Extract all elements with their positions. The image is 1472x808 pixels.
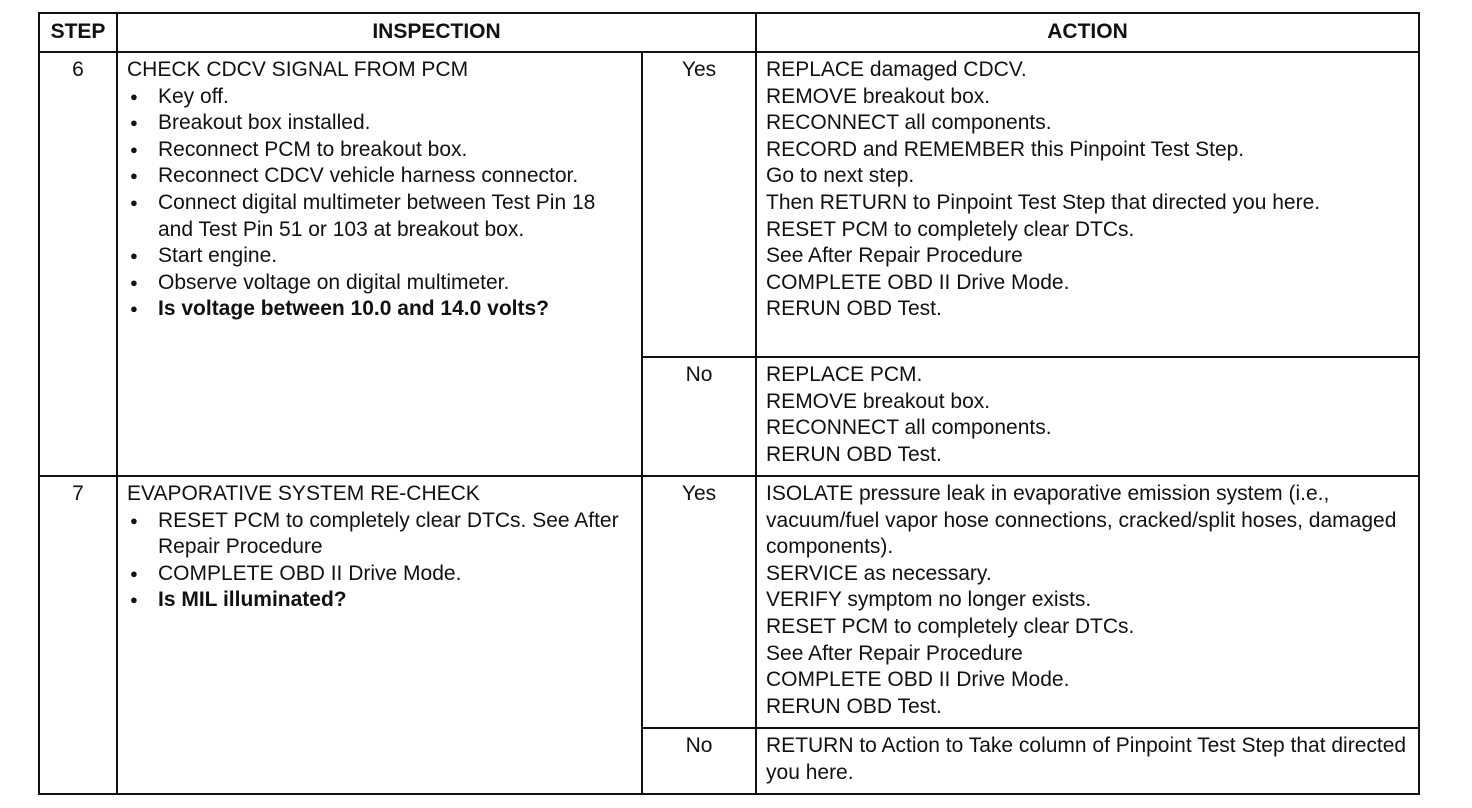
action-line: RERUN OBD Test. <box>766 442 942 466</box>
check-item: ● Observe voltage on digital multimeter. <box>127 270 631 297</box>
inspection-question: ● Is MIL illuminated? <box>127 587 631 614</box>
action-line: COMPLETE OBD II Drive Mode. <box>766 668 1070 692</box>
inspection-title: EVAPORATIVE SYSTEM RE-CHECK <box>127 482 480 505</box>
check-item: ● Reconnect PCM to breakout box. <box>127 137 631 164</box>
step-7-yes-row <box>39 476 1419 728</box>
action-line: ISOLATE pressure leak in evaporative emission system (i.e., vacuum/fuel vapor hose connections, cracked/split hoses, damaged components). <box>766 482 1397 559</box>
inspection-checklist <box>127 84 631 323</box>
inspection-checklist <box>127 508 631 614</box>
check-item: ● Key off. <box>127 84 631 111</box>
action-line: RECORD and REMEMBER this Pinpoint Test Step. <box>766 137 1245 161</box>
action-line: REPLACE PCM. <box>766 363 923 386</box>
yes-action-cell <box>756 476 1419 728</box>
response-no: No <box>642 728 756 794</box>
inspection-title: CHECK CDCV SIGNAL FROM PCM <box>127 58 469 81</box>
check-item: ● Reconnect CDCV vehicle harness connector. <box>127 163 631 190</box>
action-line: RECONNECT all components. <box>766 416 1052 440</box>
action-line: Go to next step. <box>766 164 915 188</box>
check-item: ● Connect digital multimeter between Test Pin 18 and Test Pin 51 or 103 at breakout box. <box>127 190 631 243</box>
check-item: ● Start engine. <box>127 243 631 270</box>
check-item: ● RESET PCM to completely clear DTCs. See After Repair Procedure <box>127 508 631 561</box>
action-line: COMPLETE OBD II Drive Mode. <box>766 270 1070 294</box>
inspection-cell <box>117 52 642 476</box>
header-row <box>39 13 1419 52</box>
check-item: ● Breakout box installed. <box>127 110 631 137</box>
header-action: ACTION <box>756 13 1419 52</box>
yes-action-cell <box>756 52 1419 357</box>
step-number: 7 <box>39 476 117 794</box>
response-yes: Yes <box>642 52 756 357</box>
action-line: VERIFY symptom no longer exists. <box>766 588 1092 612</box>
action-line: REPLACE damaged CDCV. <box>766 58 1027 81</box>
action-line: SERVICE as necessary. <box>766 561 992 585</box>
action-line: RERUN OBD Test. <box>766 297 942 321</box>
action-line: RECONNECT all components. <box>766 111 1052 135</box>
action-line: RETURN to Action to Take column of Pinpoint Test Step that directed you here. <box>766 734 1407 784</box>
response-yes: Yes <box>642 476 756 728</box>
action-line: RESET PCM to completely clear DTCs. <box>766 614 1135 638</box>
action-line: See After Repair Procedure <box>766 641 1023 665</box>
step-number: 6 <box>39 52 117 476</box>
pinpoint-test-table <box>38 12 1420 795</box>
action-line: See After Repair Procedure <box>766 244 1023 268</box>
no-action-cell <box>756 357 1419 476</box>
action-line: Then RETURN to Pinpoint Test Step that directed you here. <box>766 190 1321 214</box>
header-step: STEP <box>39 13 117 52</box>
check-item: ● COMPLETE OBD II Drive Mode. <box>127 561 631 588</box>
action-line: RERUN OBD Test. <box>766 694 942 718</box>
action-line: REMOVE breakout box. <box>766 389 991 413</box>
header-inspection: INSPECTION <box>117 13 756 52</box>
step-6-yes-row <box>39 52 1419 357</box>
action-line: REMOVE breakout box. <box>766 84 991 108</box>
inspection-cell <box>117 476 642 794</box>
response-no: No <box>642 357 756 476</box>
inspection-question: ● Is voltage between 10.0 and 14.0 volts? <box>127 296 631 323</box>
action-line: RESET PCM to completely clear DTCs. <box>766 217 1135 241</box>
no-action-cell <box>756 728 1419 794</box>
